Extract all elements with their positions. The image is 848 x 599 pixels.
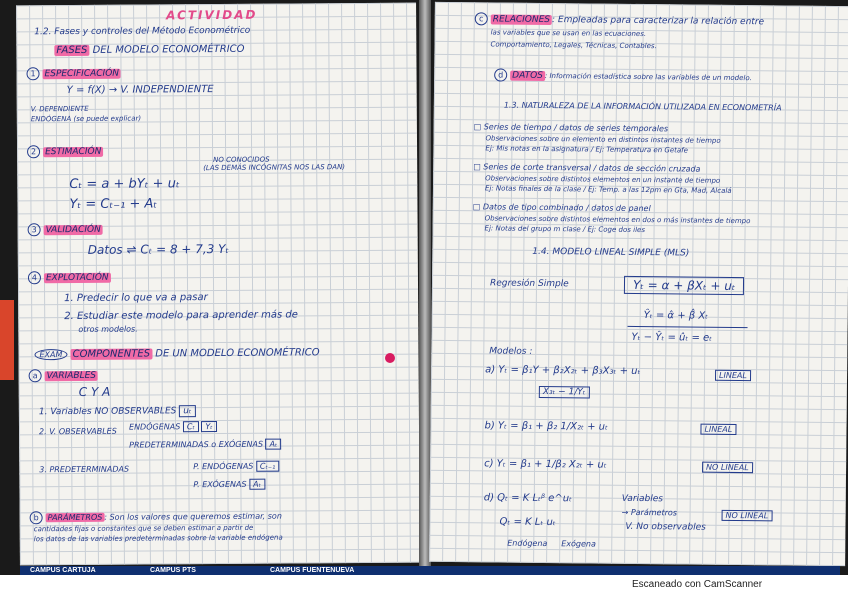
model-d-exogenous: Exógena xyxy=(561,539,596,549)
item-letter: a xyxy=(29,369,42,382)
cross-section-example: Ej: Notas finales de la clase / Ej: Temp. a las 12pm en Gta, Mad, Alcalá xyxy=(484,184,732,195)
components-heading xyxy=(34,347,319,360)
p-endogenous-box: Cₜ₋₁ xyxy=(256,461,279,472)
model-d-nonlinear-tag: NO LINEAL xyxy=(722,510,773,522)
variables-heading xyxy=(29,369,98,382)
exploitation-title: EXPLOTACIÓN xyxy=(45,272,109,284)
section-title-1-2: 1.2. Fases y controles del Método Econométrico xyxy=(34,25,251,38)
parameters-title: PARÁMETROS xyxy=(47,512,103,523)
estimation-heading xyxy=(27,145,103,159)
step-number: 1 xyxy=(26,67,39,80)
endogenous-box-c: Cₜ xyxy=(183,421,199,432)
estimation-equation-2: Yₜ = Cₜ₋₁ + Aₜ xyxy=(69,196,158,213)
panel-data-title: □ Datos de tipo combinado / datos de panel xyxy=(472,202,651,214)
variables-item-1 xyxy=(39,406,196,417)
p-exogenous-label: P. EXÓGENAS xyxy=(193,479,247,490)
time-series-title: □ Series de tiempo / datos de series temporales xyxy=(473,122,669,134)
notebook-footer-strip xyxy=(20,566,840,575)
observable-endogenous xyxy=(129,422,217,432)
validation-title: VALIDACIÓN xyxy=(45,224,101,236)
camscanner-watermark: Escaneado con CamScanner xyxy=(632,579,763,590)
model-a-linear-tag: LINEAL xyxy=(715,370,751,381)
components-heading-rest: DE UN MODELO ECONOMÉTRICO xyxy=(155,347,320,360)
fitted-underline xyxy=(628,326,748,328)
p-endogenous-label: P. ENDÓGENAS xyxy=(193,461,254,472)
validation-heading xyxy=(28,223,103,237)
exploitation-item-2-cont: otros modelos. xyxy=(78,324,138,334)
step-number: 2 xyxy=(27,145,40,158)
model-b-tag xyxy=(700,425,736,434)
relations-line-1: : Empleadas para caracterizar la relación entre xyxy=(551,15,765,28)
cross-section-desc: Observaciones sobre distintos elementos en un instante de tiempo xyxy=(485,174,721,185)
parameters-line-2: cantidades fijas o constantes que se deben estimar a partir de xyxy=(33,523,254,534)
relations-line-2: las variables que se usan en las ecuaciones. xyxy=(490,28,647,39)
exploitation-item-2: 2. Estudiar este modelo para aprender más de xyxy=(64,309,298,323)
model-d-variables: Variables xyxy=(621,493,664,505)
estimation-equation-1: Cₜ = a + bYₜ + uₜ xyxy=(69,176,180,193)
phases-heading xyxy=(54,44,244,56)
unobservable-label: 1. Variables NO OBSERVABLES xyxy=(38,406,177,418)
model-d-unobservables: V. No observables xyxy=(625,521,706,533)
red-book-edge xyxy=(0,300,14,380)
item-letter: c xyxy=(475,12,488,25)
endogenous-box-y: Yₜ xyxy=(201,421,216,432)
relations-title: RELACIONES xyxy=(492,14,551,26)
models-label: Modelos : xyxy=(489,346,533,357)
simple-regression-label: Regresión Simple xyxy=(489,278,569,290)
item-letter: b xyxy=(30,511,43,524)
right-page xyxy=(429,2,848,566)
step-number: 4 xyxy=(28,271,41,284)
model-b-linear-tag: LINEAL xyxy=(700,424,736,435)
model-a-tag xyxy=(715,371,751,380)
panel-data-example: Ej: Notas del grupo m clase / Ej: Coge dos iles xyxy=(484,224,646,235)
p-exogenous-box: Aₜ xyxy=(249,479,265,490)
unknowns-note-detail: (LAS DEMÁS INCÓGNITAS NOS LAS DAN) xyxy=(203,163,346,173)
residual-equation: Yₜ − Ŷₜ = ûₜ = eₜ xyxy=(631,331,713,344)
section-title-1-4: 1.4. MODELO LINEAL SIMPLE (MLS) xyxy=(532,246,690,259)
phases-highlight: FASES xyxy=(56,44,88,57)
cross-section-title: □ Series de corte transversal / datos de sección cruzada xyxy=(473,162,701,174)
components-highlight: COMPONENTES xyxy=(72,348,151,361)
unobservable-box: uₜ xyxy=(179,405,195,417)
relations-heading xyxy=(475,12,764,28)
exam-tag: EXAM xyxy=(34,349,67,360)
predetermined-box: Aₜ xyxy=(266,439,282,450)
footer-campus-pts: CAMPUS PTS xyxy=(150,567,196,574)
dependent-variable-note: V. DEPENDIENTE xyxy=(30,104,89,114)
left-page xyxy=(16,3,420,566)
variables-cya: C Y A xyxy=(78,384,111,399)
model-a-note xyxy=(539,387,590,398)
page-header: ACTIVIDAD xyxy=(166,7,258,23)
variables-item-2: 2. V. OBSERVABLES xyxy=(38,426,117,437)
data-heading xyxy=(494,68,752,84)
simple-regression-equation: Yₜ = α + βXₜ + uₜ xyxy=(624,276,745,295)
endogenous-note: ENDÓGENA (se puede explicar) xyxy=(30,114,142,124)
phases-heading-rest: DEL MODELO ECONOMÉTRICO xyxy=(92,43,245,56)
footer-campus-cartuja: CAMPUS CARTUJA xyxy=(30,567,96,574)
parameters-line-1: : Son los valores que queremos estimar, son xyxy=(104,511,282,522)
specification-title: ESPECIFICACIÓN xyxy=(44,68,120,80)
parameters-heading xyxy=(30,510,282,525)
variables-title: VARIABLES xyxy=(46,370,97,382)
predetermined-label: PREDETERMINADAS o EXÓGENAS xyxy=(129,439,264,450)
exploitation-item-1: 1. Predecir lo que va a pasar xyxy=(64,292,208,305)
model-d-endogenous: Endógena xyxy=(507,538,548,549)
step-number: 3 xyxy=(28,223,41,236)
model-b: b) Yₜ = β₁ + β₂ 1/X₂ₜ + uₜ xyxy=(484,420,609,433)
model-c: c) Yₜ = β₁ + 1/β₂ X₂ₜ + uₜ xyxy=(484,458,607,471)
pink-dot-marker xyxy=(385,353,395,363)
time-series-example: Ej: Mis notas en la asignatura / Ej: Temperatura en Getafe xyxy=(485,144,689,155)
model-d-tag xyxy=(722,511,773,521)
panel-data-desc: Observaciones sobre distintos elementos en dos o más instantes de tiempo xyxy=(484,214,751,226)
endogenous-label: ENDÓGENAS xyxy=(128,422,181,432)
data-title: DATOS xyxy=(512,70,543,81)
specification-equation: Y = f(X) → V. INDEPENDIENTE xyxy=(66,84,214,97)
predetermined-endogenous xyxy=(193,462,279,472)
observable-exogenous xyxy=(129,440,281,450)
section-title-1-3: 1.3. NATURALEZA DE LA INFORMACIÓN UTILIZADA EN ECONOMETRÍA xyxy=(503,100,782,113)
item-letter: d xyxy=(494,68,507,81)
model-d-2: Qₜ = K Lₜ uₜ xyxy=(499,516,556,529)
footer-campus-fuentenueva: CAMPUS FUENTENUEVA xyxy=(270,567,355,574)
fitted-equation: Ŷₜ = α̂ + β̂ Xₜ xyxy=(643,310,709,322)
model-a-box: X₃ₜ − 1/Yₜ xyxy=(539,386,590,399)
data-line-1: : Información estadística sobre las variables de un modelo. xyxy=(544,71,752,83)
estimation-title: ESTIMACIÓN xyxy=(45,146,102,158)
relations-line-3: Comportamiento, Legales, Técnicas, Contables. xyxy=(490,40,657,51)
unknowns-note: NO CONOCIDOS xyxy=(213,155,270,165)
model-a: a) Yₜ = β₁Y + β₂X₂ₜ + β₃X₃ₜ + uₜ xyxy=(485,364,641,378)
validation-equation: Datos ⇌ Cₜ = 8 + 7,3 Yₜ xyxy=(87,241,230,257)
parameters-line-3: los datos de las variables predeterminadas sobre la variable endógena xyxy=(33,533,283,544)
specification-heading xyxy=(26,67,121,81)
time-series-desc: Observaciones sobre un elemento en distintos instantes de tiempo xyxy=(485,134,721,145)
predetermined-exogenous xyxy=(193,480,265,489)
variables-item-3: 3. PREDETERMINADAS xyxy=(39,464,130,475)
model-d-1: d) Qₜ = K Lₜᵝ e^uₜ xyxy=(483,492,573,505)
model-c-tag xyxy=(702,463,753,473)
model-d-parameters: → Parámetros xyxy=(621,507,678,518)
model-c-nonlinear-tag: NO LINEAL xyxy=(702,462,753,474)
exploitation-heading xyxy=(28,271,111,285)
